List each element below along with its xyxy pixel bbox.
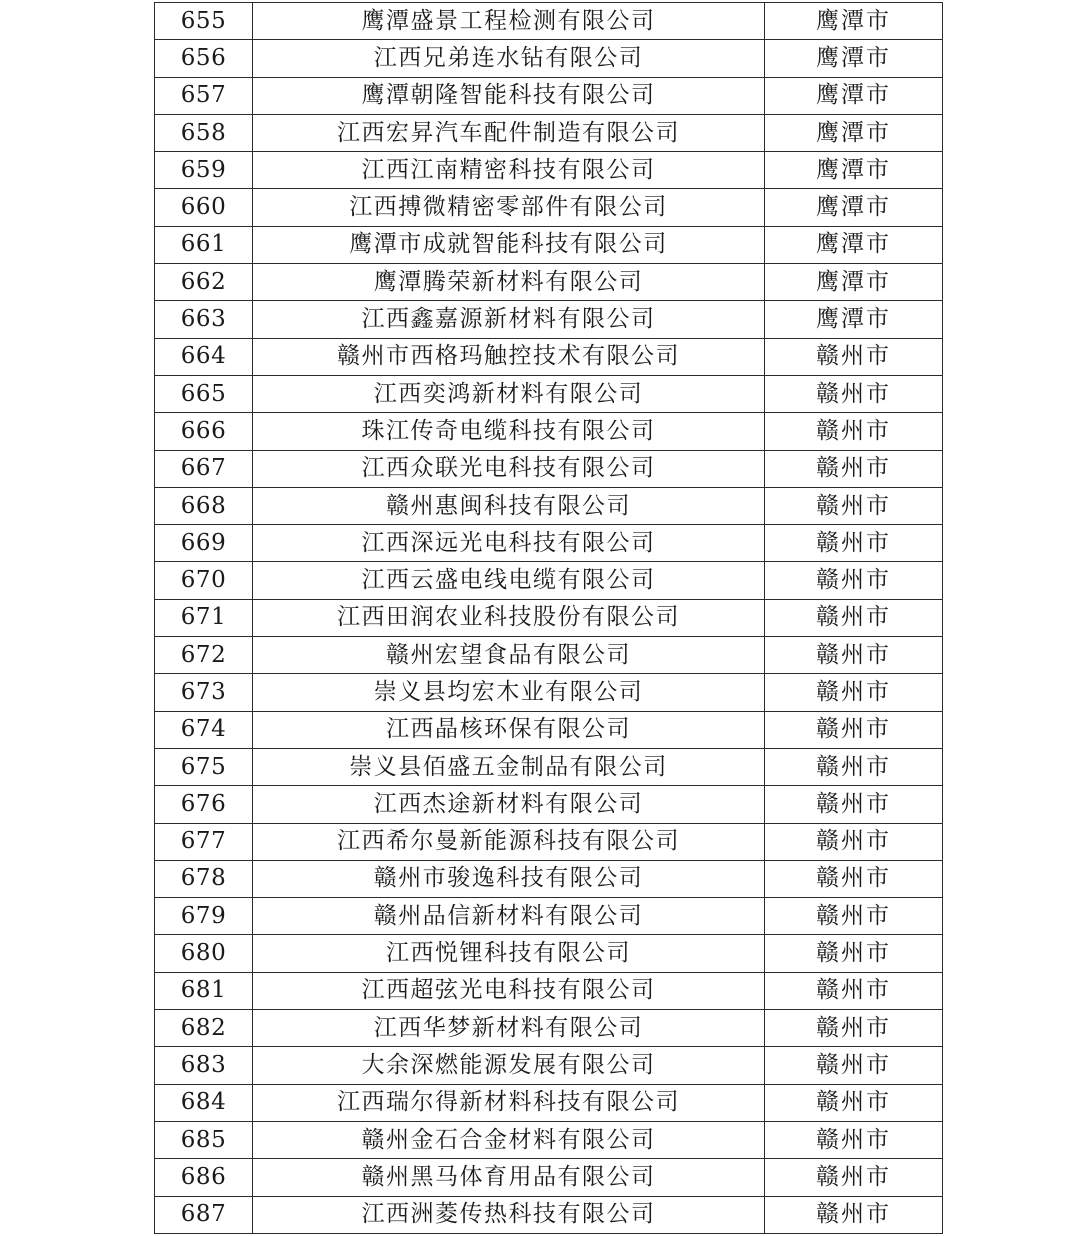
company-name-cell: 赣州品信新材料有限公司 [253, 898, 765, 935]
company-name-cell: 江西江南精密科技有限公司 [253, 152, 765, 189]
row-number-cell: 666 [155, 413, 253, 450]
city-cell: 赣州市 [765, 674, 943, 711]
row-number-cell: 671 [155, 599, 253, 636]
row-number-cell: 678 [155, 860, 253, 897]
company-name-cell: 江西众联光电科技有限公司 [253, 450, 765, 487]
row-number-cell: 656 [155, 40, 253, 77]
row-number-cell: 685 [155, 1121, 253, 1158]
company-name-cell: 赣州金石合金材料有限公司 [253, 1121, 765, 1158]
row-number-cell: 680 [155, 935, 253, 972]
row-number-cell: 683 [155, 1047, 253, 1084]
row-number-cell: 660 [155, 189, 253, 226]
table-row [155, 1047, 943, 1084]
table-row [155, 1159, 943, 1196]
city-cell: 赣州市 [765, 823, 943, 860]
city-cell: 鹰潭市 [765, 152, 943, 189]
company-name-cell: 江西深远光电科技有限公司 [253, 525, 765, 562]
table-row [155, 1010, 943, 1047]
table-row [155, 301, 943, 338]
company-name-cell: 珠江传奇电缆科技有限公司 [253, 413, 765, 450]
table-row [155, 3, 943, 40]
row-number-cell: 677 [155, 823, 253, 860]
company-name-cell: 江西田润农业科技股份有限公司 [253, 599, 765, 636]
company-name-cell: 崇义县均宏木业有限公司 [253, 674, 765, 711]
city-cell: 赣州市 [765, 525, 943, 562]
company-name-cell: 江西超弦光电科技有限公司 [253, 972, 765, 1009]
table-row [155, 823, 943, 860]
city-cell: 赣州市 [765, 1010, 943, 1047]
city-cell: 鹰潭市 [765, 264, 943, 301]
table-row [155, 935, 943, 972]
city-cell: 赣州市 [765, 786, 943, 823]
row-number-cell: 659 [155, 152, 253, 189]
company-name-cell: 江西杰途新材料有限公司 [253, 786, 765, 823]
company-name-cell: 江西搏微精密零部件有限公司 [253, 189, 765, 226]
row-number-cell: 665 [155, 375, 253, 412]
city-cell: 鹰潭市 [765, 301, 943, 338]
row-number-cell: 664 [155, 338, 253, 375]
table-row [155, 599, 943, 636]
row-number-cell: 658 [155, 114, 253, 151]
city-cell: 赣州市 [765, 413, 943, 450]
table-row [155, 786, 943, 823]
table-row [155, 152, 943, 189]
table-row [155, 1196, 943, 1233]
row-number-cell: 684 [155, 1084, 253, 1121]
table-row [155, 450, 943, 487]
table-row [155, 226, 943, 263]
city-cell: 赣州市 [765, 1196, 943, 1233]
row-number-cell: 662 [155, 264, 253, 301]
company-name-cell: 江西悦锂科技有限公司 [253, 935, 765, 972]
table-row [155, 40, 943, 77]
company-name-cell: 鹰潭朝隆智能科技有限公司 [253, 77, 765, 114]
row-number-cell: 661 [155, 226, 253, 263]
city-cell: 赣州市 [765, 972, 943, 1009]
document-page [154, 2, 942, 1234]
city-cell: 鹰潭市 [765, 3, 943, 40]
city-cell: 赣州市 [765, 637, 943, 674]
city-cell: 赣州市 [765, 562, 943, 599]
company-name-cell: 赣州宏望食品有限公司 [253, 637, 765, 674]
row-number-cell: 667 [155, 450, 253, 487]
table-row [155, 1121, 943, 1158]
company-list-table [154, 2, 943, 1234]
company-name-cell: 鹰潭腾荣新材料有限公司 [253, 264, 765, 301]
city-cell: 赣州市 [765, 1121, 943, 1158]
company-name-cell: 鹰潭盛景工程检测有限公司 [253, 3, 765, 40]
city-cell: 赣州市 [765, 1159, 943, 1196]
table-row [155, 375, 943, 412]
row-number-cell: 672 [155, 637, 253, 674]
row-number-cell: 668 [155, 487, 253, 524]
table-row [155, 264, 943, 301]
table-body [155, 3, 943, 1234]
row-number-cell: 686 [155, 1159, 253, 1196]
city-cell: 鹰潭市 [765, 77, 943, 114]
table-row [155, 338, 943, 375]
row-number-cell: 670 [155, 562, 253, 599]
company-name-cell: 江西洲菱传热科技有限公司 [253, 1196, 765, 1233]
company-name-cell: 江西希尔曼新能源科技有限公司 [253, 823, 765, 860]
table-row [155, 711, 943, 748]
row-number-cell: 657 [155, 77, 253, 114]
company-name-cell: 赣州惠闽科技有限公司 [253, 487, 765, 524]
table-row [155, 487, 943, 524]
company-name-cell: 赣州市西格玛触控技术有限公司 [253, 338, 765, 375]
table-row [155, 860, 943, 897]
table-row [155, 114, 943, 151]
city-cell: 鹰潭市 [765, 189, 943, 226]
row-number-cell: 687 [155, 1196, 253, 1233]
row-number-cell: 681 [155, 972, 253, 1009]
city-cell: 鹰潭市 [765, 40, 943, 77]
row-number-cell: 676 [155, 786, 253, 823]
company-name-cell: 江西兄弟连水钻有限公司 [253, 40, 765, 77]
table-row [155, 898, 943, 935]
table-row [155, 413, 943, 450]
company-name-cell: 江西奕鸿新材料有限公司 [253, 375, 765, 412]
table-row [155, 1084, 943, 1121]
row-number-cell: 673 [155, 674, 253, 711]
city-cell: 赣州市 [765, 1047, 943, 1084]
row-number-cell: 682 [155, 1010, 253, 1047]
company-name-cell: 崇义县佰盛五金制品有限公司 [253, 748, 765, 785]
table-row [155, 562, 943, 599]
table-row [155, 637, 943, 674]
company-name-cell: 江西宏昇汽车配件制造有限公司 [253, 114, 765, 151]
city-cell: 赣州市 [765, 375, 943, 412]
company-name-cell: 江西华梦新材料有限公司 [253, 1010, 765, 1047]
company-name-cell: 鹰潭市成就智能科技有限公司 [253, 226, 765, 263]
table-row [155, 77, 943, 114]
city-cell: 赣州市 [765, 338, 943, 375]
row-number-cell: 663 [155, 301, 253, 338]
row-number-cell: 679 [155, 898, 253, 935]
company-name-cell: 江西云盛电线电缆有限公司 [253, 562, 765, 599]
city-cell: 赣州市 [765, 898, 943, 935]
company-name-cell: 江西晶核环保有限公司 [253, 711, 765, 748]
table-row [155, 748, 943, 785]
row-number-cell: 675 [155, 748, 253, 785]
city-cell: 赣州市 [765, 599, 943, 636]
city-cell: 赣州市 [765, 487, 943, 524]
city-cell: 赣州市 [765, 860, 943, 897]
company-name-cell: 赣州黑马体育用品有限公司 [253, 1159, 765, 1196]
company-name-cell: 江西瑞尔得新材料科技有限公司 [253, 1084, 765, 1121]
table-row [155, 972, 943, 1009]
city-cell: 赣州市 [765, 711, 943, 748]
row-number-cell: 655 [155, 3, 253, 40]
city-cell: 鹰潭市 [765, 226, 943, 263]
company-name-cell: 大余深燃能源发展有限公司 [253, 1047, 765, 1084]
company-name-cell: 赣州市骏逸科技有限公司 [253, 860, 765, 897]
city-cell: 赣州市 [765, 935, 943, 972]
city-cell: 鹰潭市 [765, 114, 943, 151]
city-cell: 赣州市 [765, 450, 943, 487]
city-cell: 赣州市 [765, 748, 943, 785]
row-number-cell: 669 [155, 525, 253, 562]
table-row [155, 525, 943, 562]
table-row [155, 189, 943, 226]
row-number-cell: 674 [155, 711, 253, 748]
company-name-cell: 江西鑫嘉源新材料有限公司 [253, 301, 765, 338]
city-cell: 赣州市 [765, 1084, 943, 1121]
table-row [155, 674, 943, 711]
